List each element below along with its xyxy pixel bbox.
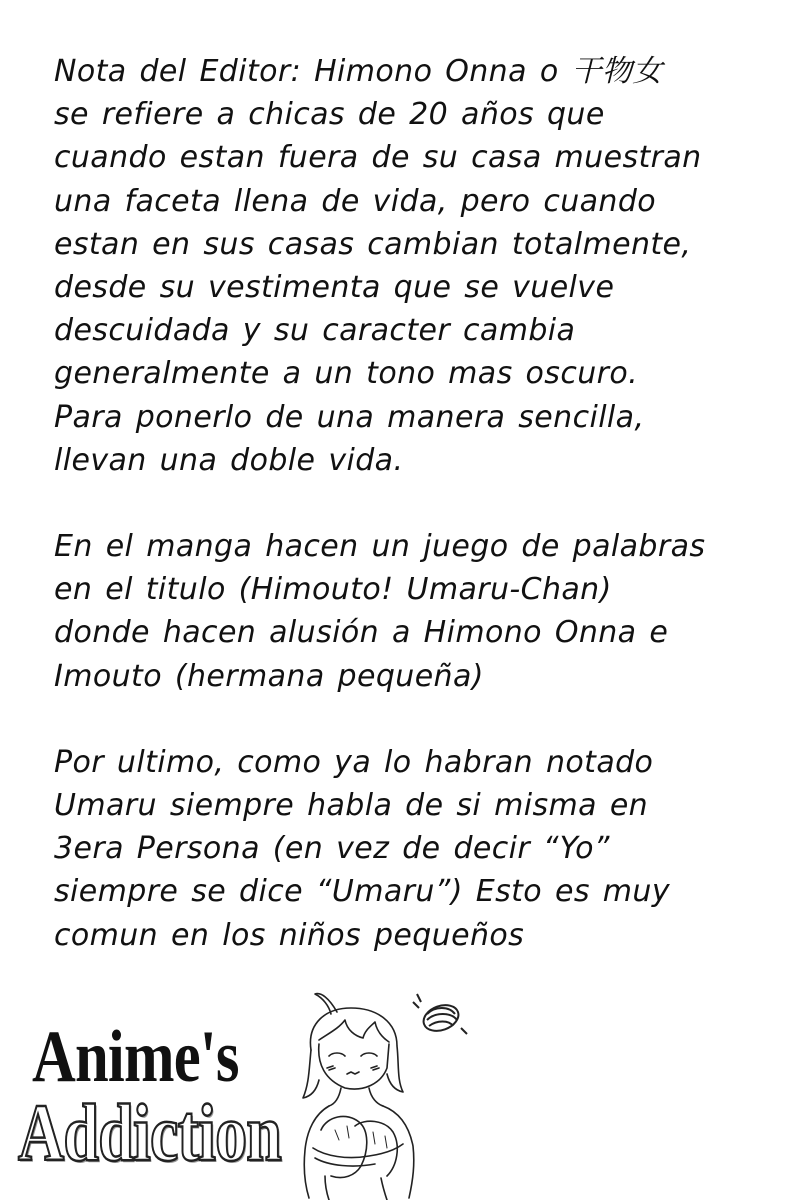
note-line: una faceta llena de vida, pero cuando: [54, 183, 657, 219]
note-paragraph-1: [54, 50, 774, 482]
note-line: 3era Persona (en vez de decir “Yo”: [54, 831, 610, 867]
note-line: Umaru siempre habla de si misma en: [54, 788, 649, 824]
note-line: descuidada y su caracter cambia: [54, 313, 576, 349]
note-line: estan en sus casas cambian totalmente,: [54, 226, 692, 262]
note-line: Por ultimo, como ya lo habran notado: [54, 744, 654, 780]
note-line: en el titulo (Himouto! Umaru-Chan): [54, 572, 612, 608]
logo-title-line1: Anime's: [32, 1016, 239, 1098]
note-paragraph-2: [54, 525, 774, 698]
note-line: Imouto (hermana pequeña): [54, 658, 484, 694]
note-line: Para ponerlo de una manera sencilla,: [54, 399, 645, 435]
note-line: se refiere a chicas de 20 años que: [54, 97, 605, 133]
note-line: siempre se dice “Umaru”) Esto es muy: [54, 874, 670, 910]
note-line: Nota del Editor: Himono Onna o 干物女: [54, 54, 663, 89]
note-line: comun en los niños pequeños: [54, 917, 525, 953]
chibi-girl-illustration: [285, 980, 485, 1200]
editor-note: [54, 50, 774, 957]
note-line: llevan una doble vida.: [54, 442, 404, 478]
note-paragraph-3: [54, 741, 774, 957]
scanlation-logo: [0, 980, 800, 1200]
note-line: cuando estan fuera de su casa muestran: [54, 140, 702, 176]
note-line: desde su vestimenta que se vuelve: [54, 270, 615, 306]
logo-title-line2: Addiction: [18, 1087, 282, 1178]
note-line: generalmente a un tono mas oscuro.: [54, 356, 639, 392]
note-line: En el manga hacen un juego de palabras: [54, 529, 706, 565]
note-line: donde hacen alusión a Himono Onna e: [54, 615, 669, 651]
